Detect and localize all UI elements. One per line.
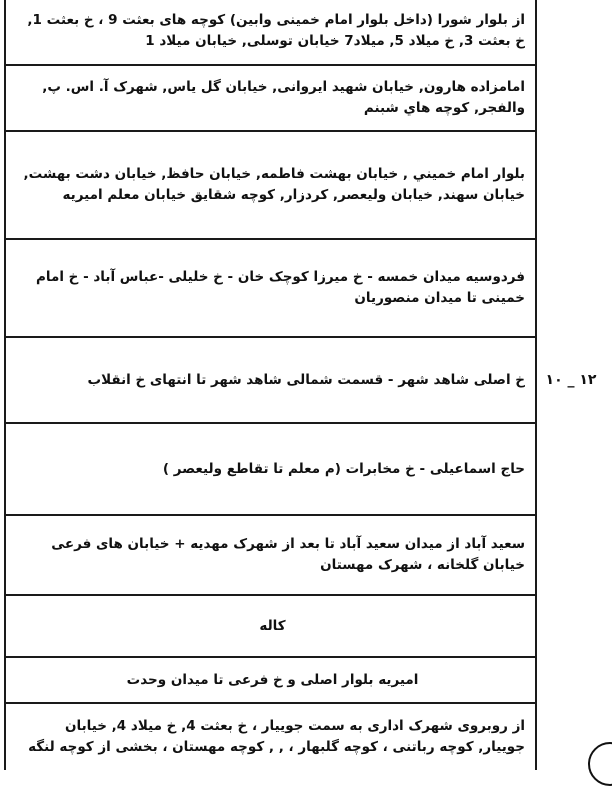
row-text: سعید آباد از میدان سعید آباد تا بعد از شهرک مهدیه + خیابان های فرعی خیابان گلخانه ، شهرک مهستان bbox=[51, 536, 525, 573]
table-row bbox=[6, 0, 535, 66]
row-text: از بلوار شورا (داخل بلوار امام خمینی وابین) کوچه های بعثت 9 ، خ بعثت 1, خ بعثت 3, خ میلاد 5, میلاد7 خیابان توسلی, خیابان میلاد 1 bbox=[27, 12, 525, 49]
row-text: کاله bbox=[259, 617, 286, 634]
table-row bbox=[6, 596, 535, 658]
row-text: خ اصلی شاهد شهر - قسمت شمالی شاهد شهر تا انتهای خ انقلاب bbox=[87, 371, 525, 388]
table-row bbox=[6, 240, 535, 338]
corner-arc-decoration bbox=[588, 742, 612, 786]
table-row bbox=[6, 132, 535, 240]
table-row bbox=[6, 424, 535, 516]
table-row bbox=[6, 338, 535, 424]
table-row bbox=[6, 516, 535, 596]
row-text: از روبروی شهرک اداری به سمت جوییار ، خ بعثت 4, خ میلاد 4, خیابان جوییار, کوچه رباتنی ، کوچه گلبهار ، , , کوچه مهستان ، بخشی از کوچه لنگه bbox=[28, 718, 525, 755]
streets-table bbox=[4, 0, 537, 770]
row-text: حاج اسماعیلی - خ مخابرات (م معلم تا تقاطع ولیعصر ) bbox=[162, 460, 525, 477]
table-row bbox=[6, 658, 535, 704]
row-text: امیریه بلوار اصلی و خ فرعی تا میدان وحدت bbox=[126, 671, 419, 688]
row-text: امامزاده هارون, خیابان شهید ایروانی, خیابان گل یاس, شهرک آ. اس. پ, والفجر, کوچه هاي شبنم bbox=[42, 79, 525, 116]
time-range-label: ۱۲ _ ۱۰ bbox=[545, 372, 597, 388]
row-text: بلوار امام خمیني , خیابان بهشت فاطمه, خیابان حافظ, خیابان دشت بهشت, خیابان سهند, خیابان ولیعصر, کردزار, کوچه شقایق خیابان معلم امیریه bbox=[23, 166, 525, 203]
table-row bbox=[6, 66, 535, 132]
row-text: فردوسیه میدان خمسه - خ میرزا کوچک خان - خ خلیلی -عباس آباد - خ امام خمینی تا میدان منصوریان bbox=[36, 269, 525, 306]
table-row bbox=[6, 704, 535, 770]
